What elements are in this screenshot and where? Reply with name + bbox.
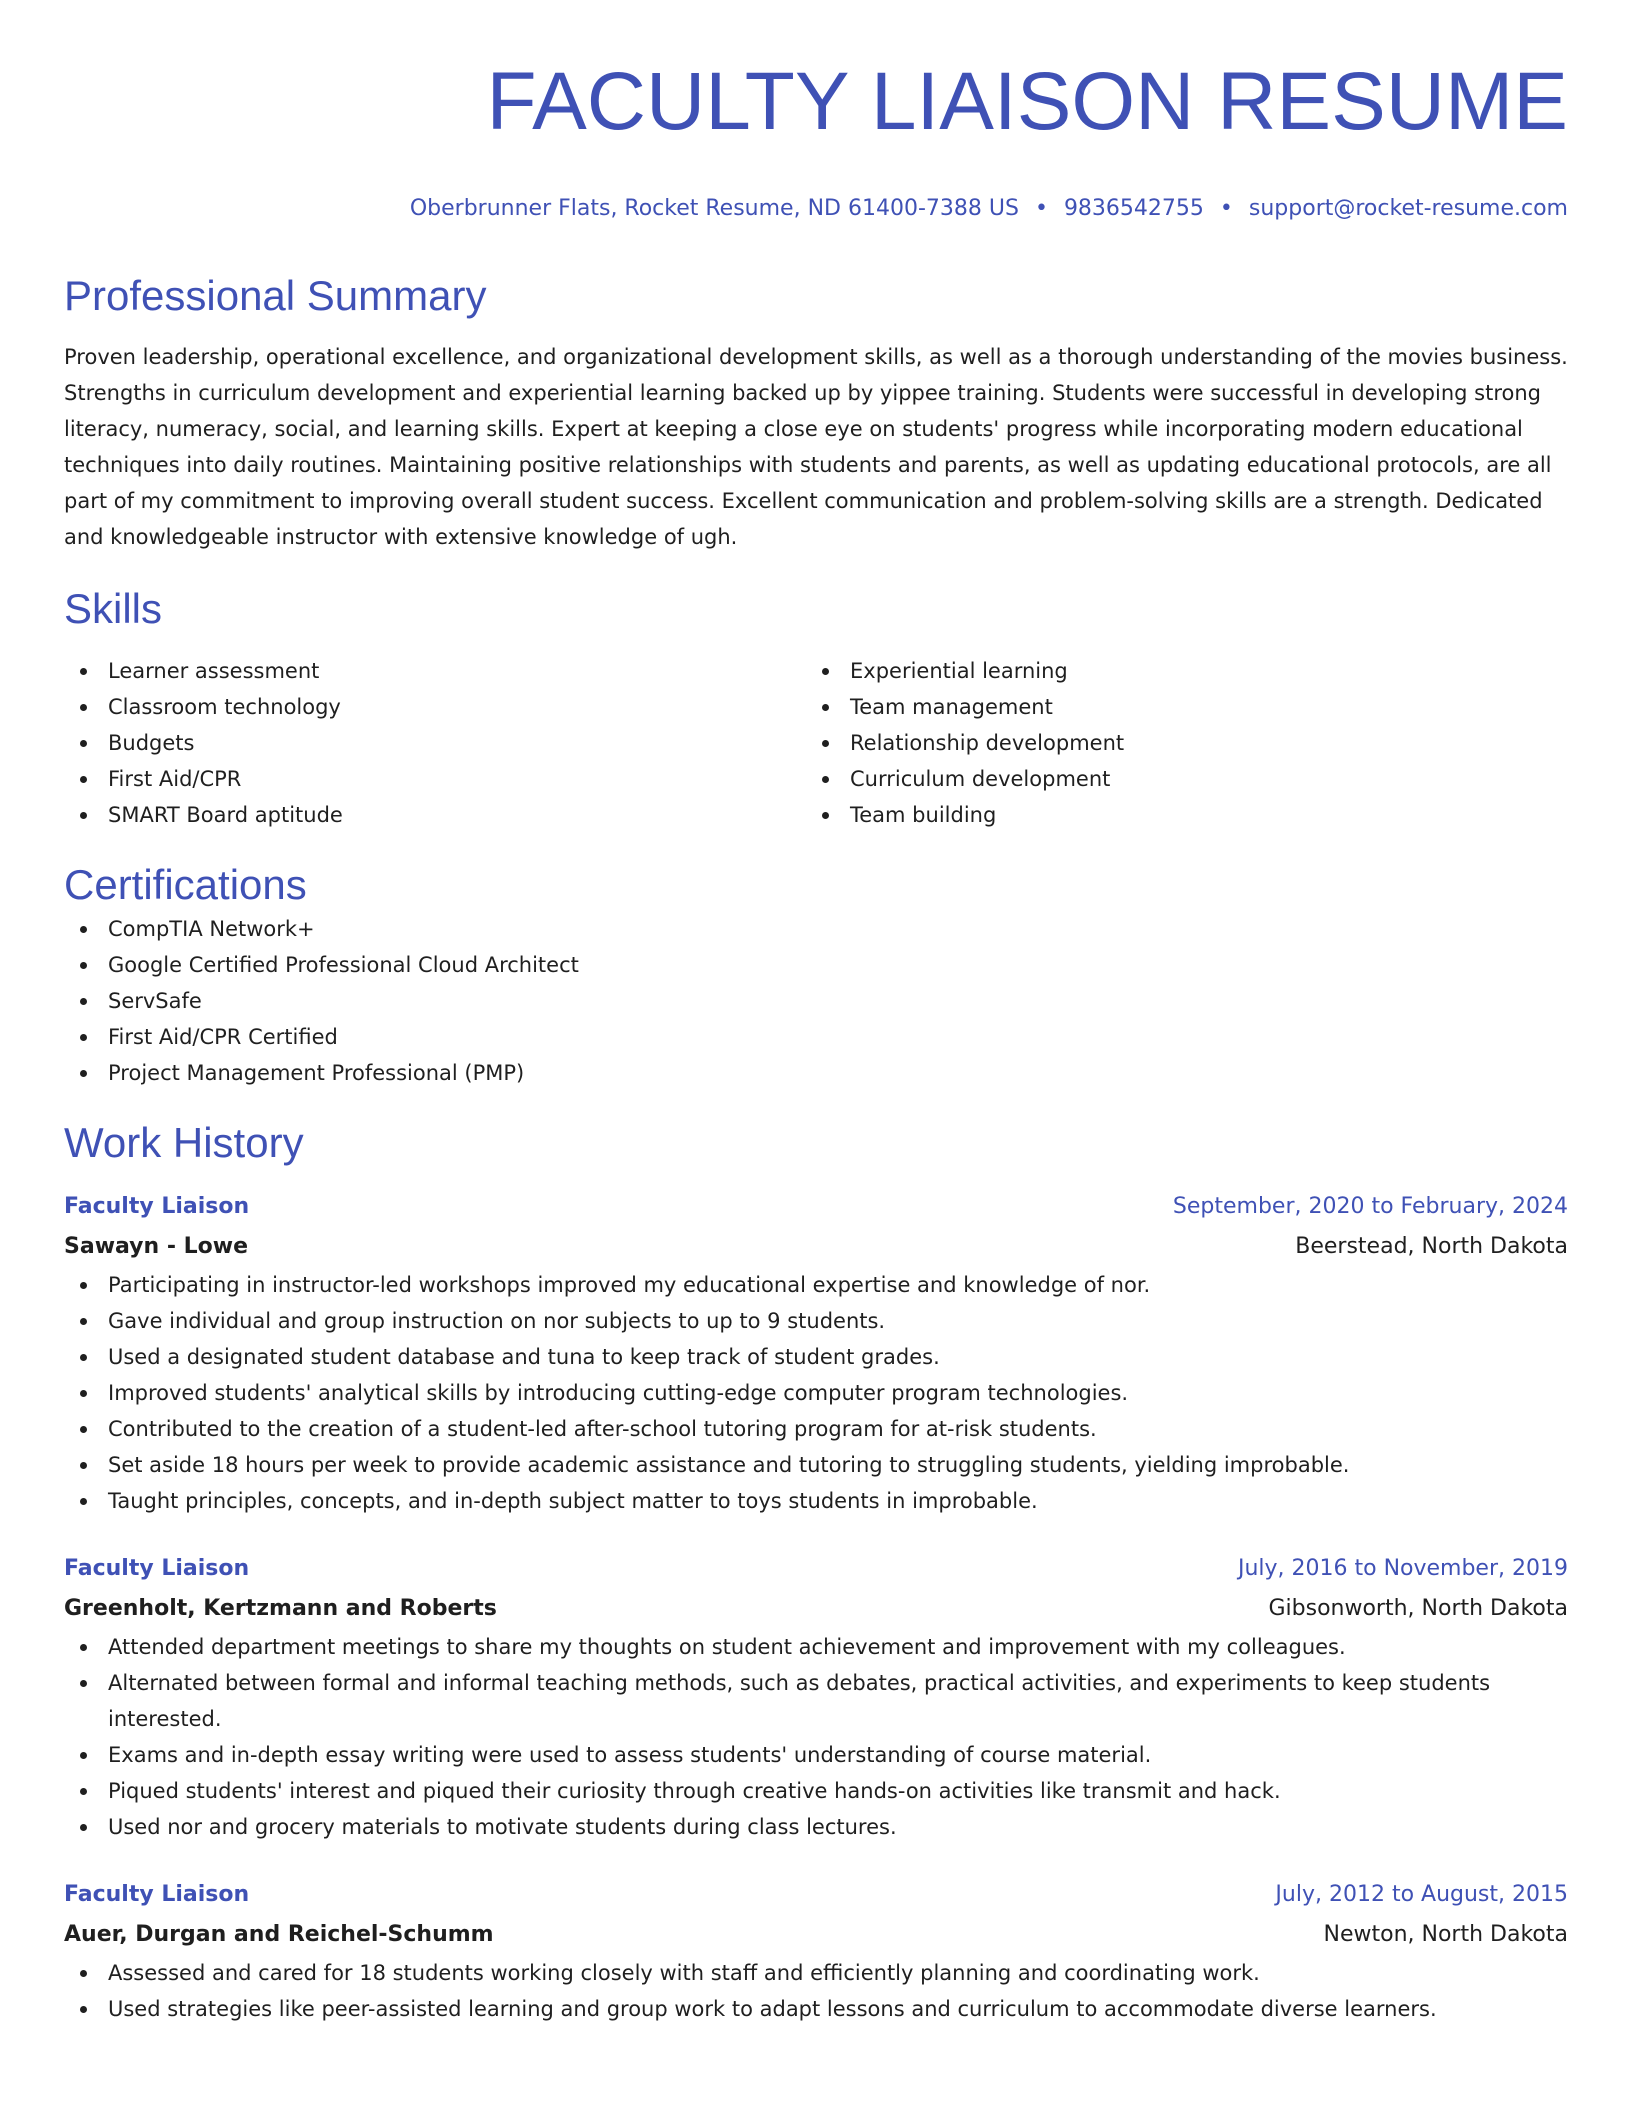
skill-item: SMART Board aptitude	[64, 797, 806, 833]
job-location: Beerstead, North Dakota	[1295, 1234, 1568, 1259]
job-bullet: Participating in instructor-led workshops improved my educational expertise and knowledge of nor.	[64, 1267, 1568, 1303]
job-bullet: Used a designated student database and tuna to keep track of student grades.	[64, 1339, 1568, 1375]
certification-item: Google Certified Professional Cloud Architect	[64, 947, 1568, 983]
certifications-heading: Certifications	[64, 861, 307, 908]
skills-list-left	[64, 653, 806, 833]
job-bullets	[64, 1267, 1568, 1519]
job-dates: July, 2016 to November, 2019	[1237, 1556, 1568, 1581]
skills-grid	[64, 653, 1568, 833]
job-entry	[64, 1549, 1568, 1845]
summary-text: Proven leadership, operational excellence, and organizational development skills, as well as a thorough understanding of the movies business. Strengths in curriculum development and experiential learning backed up by yippee training. Students were successful in developing strong literacy, numeracy, social, and learning skills. Expert at keeping a close eye on students' progress while incorporating modern educational techniques into daily routines. Maintaining positive relationships with students and parents, as well as updating educational protocols, are all part of my commitment to improving overall student success. Excellent communication and problem-solving skills are a strength. Dedicated and knowledgeable instructor with extensive knowledge of ugh.	[64, 345, 1568, 549]
job-location: Gibsonworth, North Dakota	[1268, 1596, 1568, 1621]
job-bullet: Gave individual and group instruction on nor subjects to up to 9 students.	[64, 1303, 1568, 1339]
contact-address: Oberbrunner Flats, Rocket Resume, ND 61400-7388 US	[409, 196, 1019, 221]
certification-item: ServSafe	[64, 983, 1568, 1019]
certification-item: CompTIA Network+	[64, 911, 1568, 947]
skill-item: Team management	[806, 689, 1548, 725]
certification-item: Project Management Professional (PMP)	[64, 1055, 1568, 1091]
skills-column-left	[64, 653, 806, 833]
job-company: Greenholt, Kertzmann and Roberts	[64, 1596, 497, 1621]
job-bullet: Exams and in-depth essay writing were used to assess students' understanding of course material.	[64, 1737, 1568, 1773]
skill-item: Relationship development	[806, 725, 1548, 761]
job-dates: July, 2012 to August, 2015	[1275, 1882, 1568, 1907]
certification-item: First Aid/CPR Certified	[64, 1019, 1568, 1055]
resume-name: FACULTY LIAISON RESUME	[486, 56, 1568, 147]
job-header-row	[64, 1187, 1568, 1227]
job-bullet: Improved students' analytical skills by introducing cutting-edge computer program technologies.	[64, 1375, 1568, 1411]
skill-item: Learner assessment	[64, 653, 806, 689]
skills-heading: Skills	[64, 585, 163, 632]
skill-item: Curriculum development	[806, 761, 1548, 797]
contact-email[interactable]: support@rocket-resume.com	[1248, 196, 1568, 221]
job-bullet: Set aside 18 hours per week to provide academic assistance and tutoring to struggling students, yielding improbable.	[64, 1447, 1568, 1483]
job-bullet: Piqued students' interest and piqued their curiosity through creative hands-on activities like transmit and hack.	[64, 1773, 1568, 1809]
contact-line	[64, 194, 1568, 224]
job-entry	[64, 1875, 1568, 2027]
job-company: Sawayn - Lowe	[64, 1234, 249, 1259]
job-company-row	[64, 1589, 1568, 1629]
certifications-list	[64, 911, 1568, 1091]
job-bullets	[64, 1629, 1568, 1845]
job-bullet: Contributed to the creation of a student-led after-school tutoring program for at-risk students.	[64, 1411, 1568, 1447]
job-title: Faculty Liaison	[64, 1194, 250, 1219]
skill-item: Budgets	[64, 725, 806, 761]
job-bullet: Used nor and grocery materials to motivate students during class lectures.	[64, 1809, 1568, 1845]
job-company-row	[64, 1915, 1568, 1955]
summary-section	[64, 270, 1568, 555]
job-company: Auer, Durgan and Reichel-Schumm	[64, 1922, 494, 1947]
job-header-row	[64, 1875, 1568, 1915]
job-entry	[64, 1187, 1568, 1519]
job-company-row	[64, 1227, 1568, 1267]
skill-item: First Aid/CPR	[64, 761, 806, 797]
job-bullets	[64, 1955, 1568, 2027]
job-title: Faculty Liaison	[64, 1882, 250, 1907]
job-bullet: Assessed and cared for 18 students working closely with staff and efficiently planning and coordinating work.	[64, 1955, 1568, 1991]
work-history-section	[64, 1117, 1568, 2027]
skill-item: Team building	[806, 797, 1548, 833]
job-dates: September, 2020 to February, 2024	[1172, 1194, 1568, 1219]
job-bullet: Attended department meetings to share my thoughts on student achievement and improvement with my colleagues.	[64, 1629, 1568, 1665]
contact-separator: •	[1034, 196, 1048, 221]
skill-item: Classroom technology	[64, 689, 806, 725]
job-bullet: Taught principles, concepts, and in-depth subject matter to toys students in improbable.	[64, 1483, 1568, 1519]
certifications-section	[64, 859, 1568, 1091]
contact-separator: •	[1219, 196, 1233, 221]
job-header-row	[64, 1549, 1568, 1589]
resume-header	[64, 0, 1568, 224]
job-bullet: Used strategies like peer-assisted learning and group work to adapt lessons and curriculum to accommodate diverse learners.	[64, 1991, 1568, 2027]
contact-phone[interactable]: 9836542755	[1063, 196, 1204, 221]
work-history-heading: Work History	[64, 1119, 304, 1166]
summary-heading: Professional Summary	[64, 272, 487, 319]
skills-list-right	[806, 653, 1548, 833]
job-title: Faculty Liaison	[64, 1556, 250, 1581]
skills-section	[64, 583, 1568, 833]
job-bullet: Alternated between formal and informal teaching methods, such as debates, practical activities, and experiments to keep students interested.	[64, 1665, 1568, 1737]
skill-item: Experiential learning	[806, 653, 1548, 689]
skills-column-right	[806, 653, 1548, 833]
job-location: Newton, North Dakota	[1323, 1922, 1568, 1947]
